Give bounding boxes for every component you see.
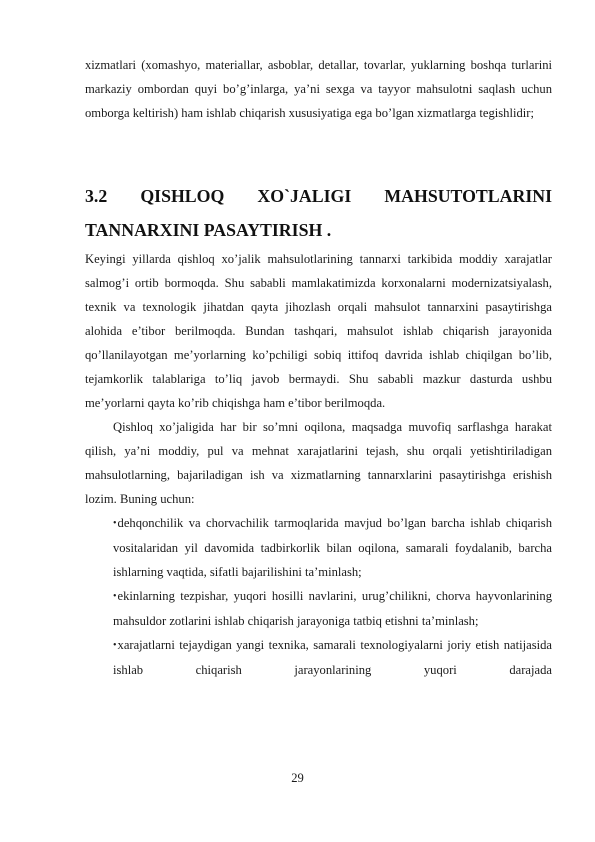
- paragraph-continued: xizmatlari (xomashyo, materiallar, asboblar, detallar, tovarlar, yuklarning boshqa turlarini markaziy ombordan quyi bo’g’inlarga, ya’ni sexga va tayyor mahsulotni saqlash uchun omborga keltirish) ham ishlab chiqarish xususiyatiga ega bo’lgan xizmatlarga tegishlidir;: [85, 58, 552, 120]
- page-content: [85, 53, 552, 682]
- bullet-text: ekinlarning tezpishar, yuqori hosilli navlarini, urug’chilikni, chorva hayvonlarining mahsuldor zotlarini ishlab chiqarish jarayoniga tatbiq etishni ta’minlash;: [113, 589, 552, 628]
- paragraph-1: Keyingi yillarda qishloq xo’jalik mahsulotlarining tannarxi tarkibida moddiy xarajatlar salmog’i ortib bormoqda. Shu sababli mamlakatimizda korxonalarni modernizatsiyalash, texnik va texnologik jihatdan qayta jihozlash orqali mahsulot tannarxini pasaytirishga alohida e’tibor berilmoqda. Bundan tashqari, mahsulot ishlab chiqarish jarayonida qo’llanilayotgan me’yorlarning ko’pchiligi sobiq ittifoq davrida ishlab chiqilgan bo’lib, tejamkorlik talablariga to’liq javob bermaydi. Shu sababli mazkur dasturda ushbu me’yorlarni qayta ko’rib chiqishga ham e’tibor berilmoqda.: [85, 252, 552, 410]
- paragraph-2: Qishloq xo’jaligida har bir so’mni oqilona, maqsadga muvofiq sarflashga harakat qilish, ya’ni moddiy, pul va mehnat xarajatlarini tejash, shu orqali yetishtiriladigan mahsulotlarning, bajariladigan ish va xizmatlarning tannarxlarini pasaytirishga erishish lozim. Buning uchun:: [85, 420, 552, 506]
- bullet-icon: •: [113, 518, 117, 529]
- bullet-icon: •: [113, 591, 117, 602]
- bullet-item-1: [85, 511, 552, 584]
- bullet-item-2: [85, 584, 552, 633]
- section-heading-line2: TANNARXINI PASAYTIRISH .: [85, 220, 332, 240]
- bullet-icon: •: [113, 640, 117, 651]
- bullet-item-3: [85, 633, 552, 682]
- bullet-text: xarajatlarni tejaydigan yangi texnika, samarali texnologiyalarni joriy etish natijasida ishlab chiqarish jarayonlarining yuqori darajada: [113, 638, 552, 677]
- section-heading-line1: 3.2 QISHLOQ XO`JALIGI MAHSUTOTLARINI: [85, 186, 552, 206]
- page-number: 29: [291, 771, 304, 785]
- bullet-text: dehqonchilik va chorvachilik tarmoqlarida mavjud bo’lgan barcha ishlab chiqarish vositalaridan yil davomida tadbirkorlik bilan oqilona, samarali foydalanib, barcha ishlarning vaqtida, sifatli bajarilishini ta’minlash;: [113, 516, 552, 579]
